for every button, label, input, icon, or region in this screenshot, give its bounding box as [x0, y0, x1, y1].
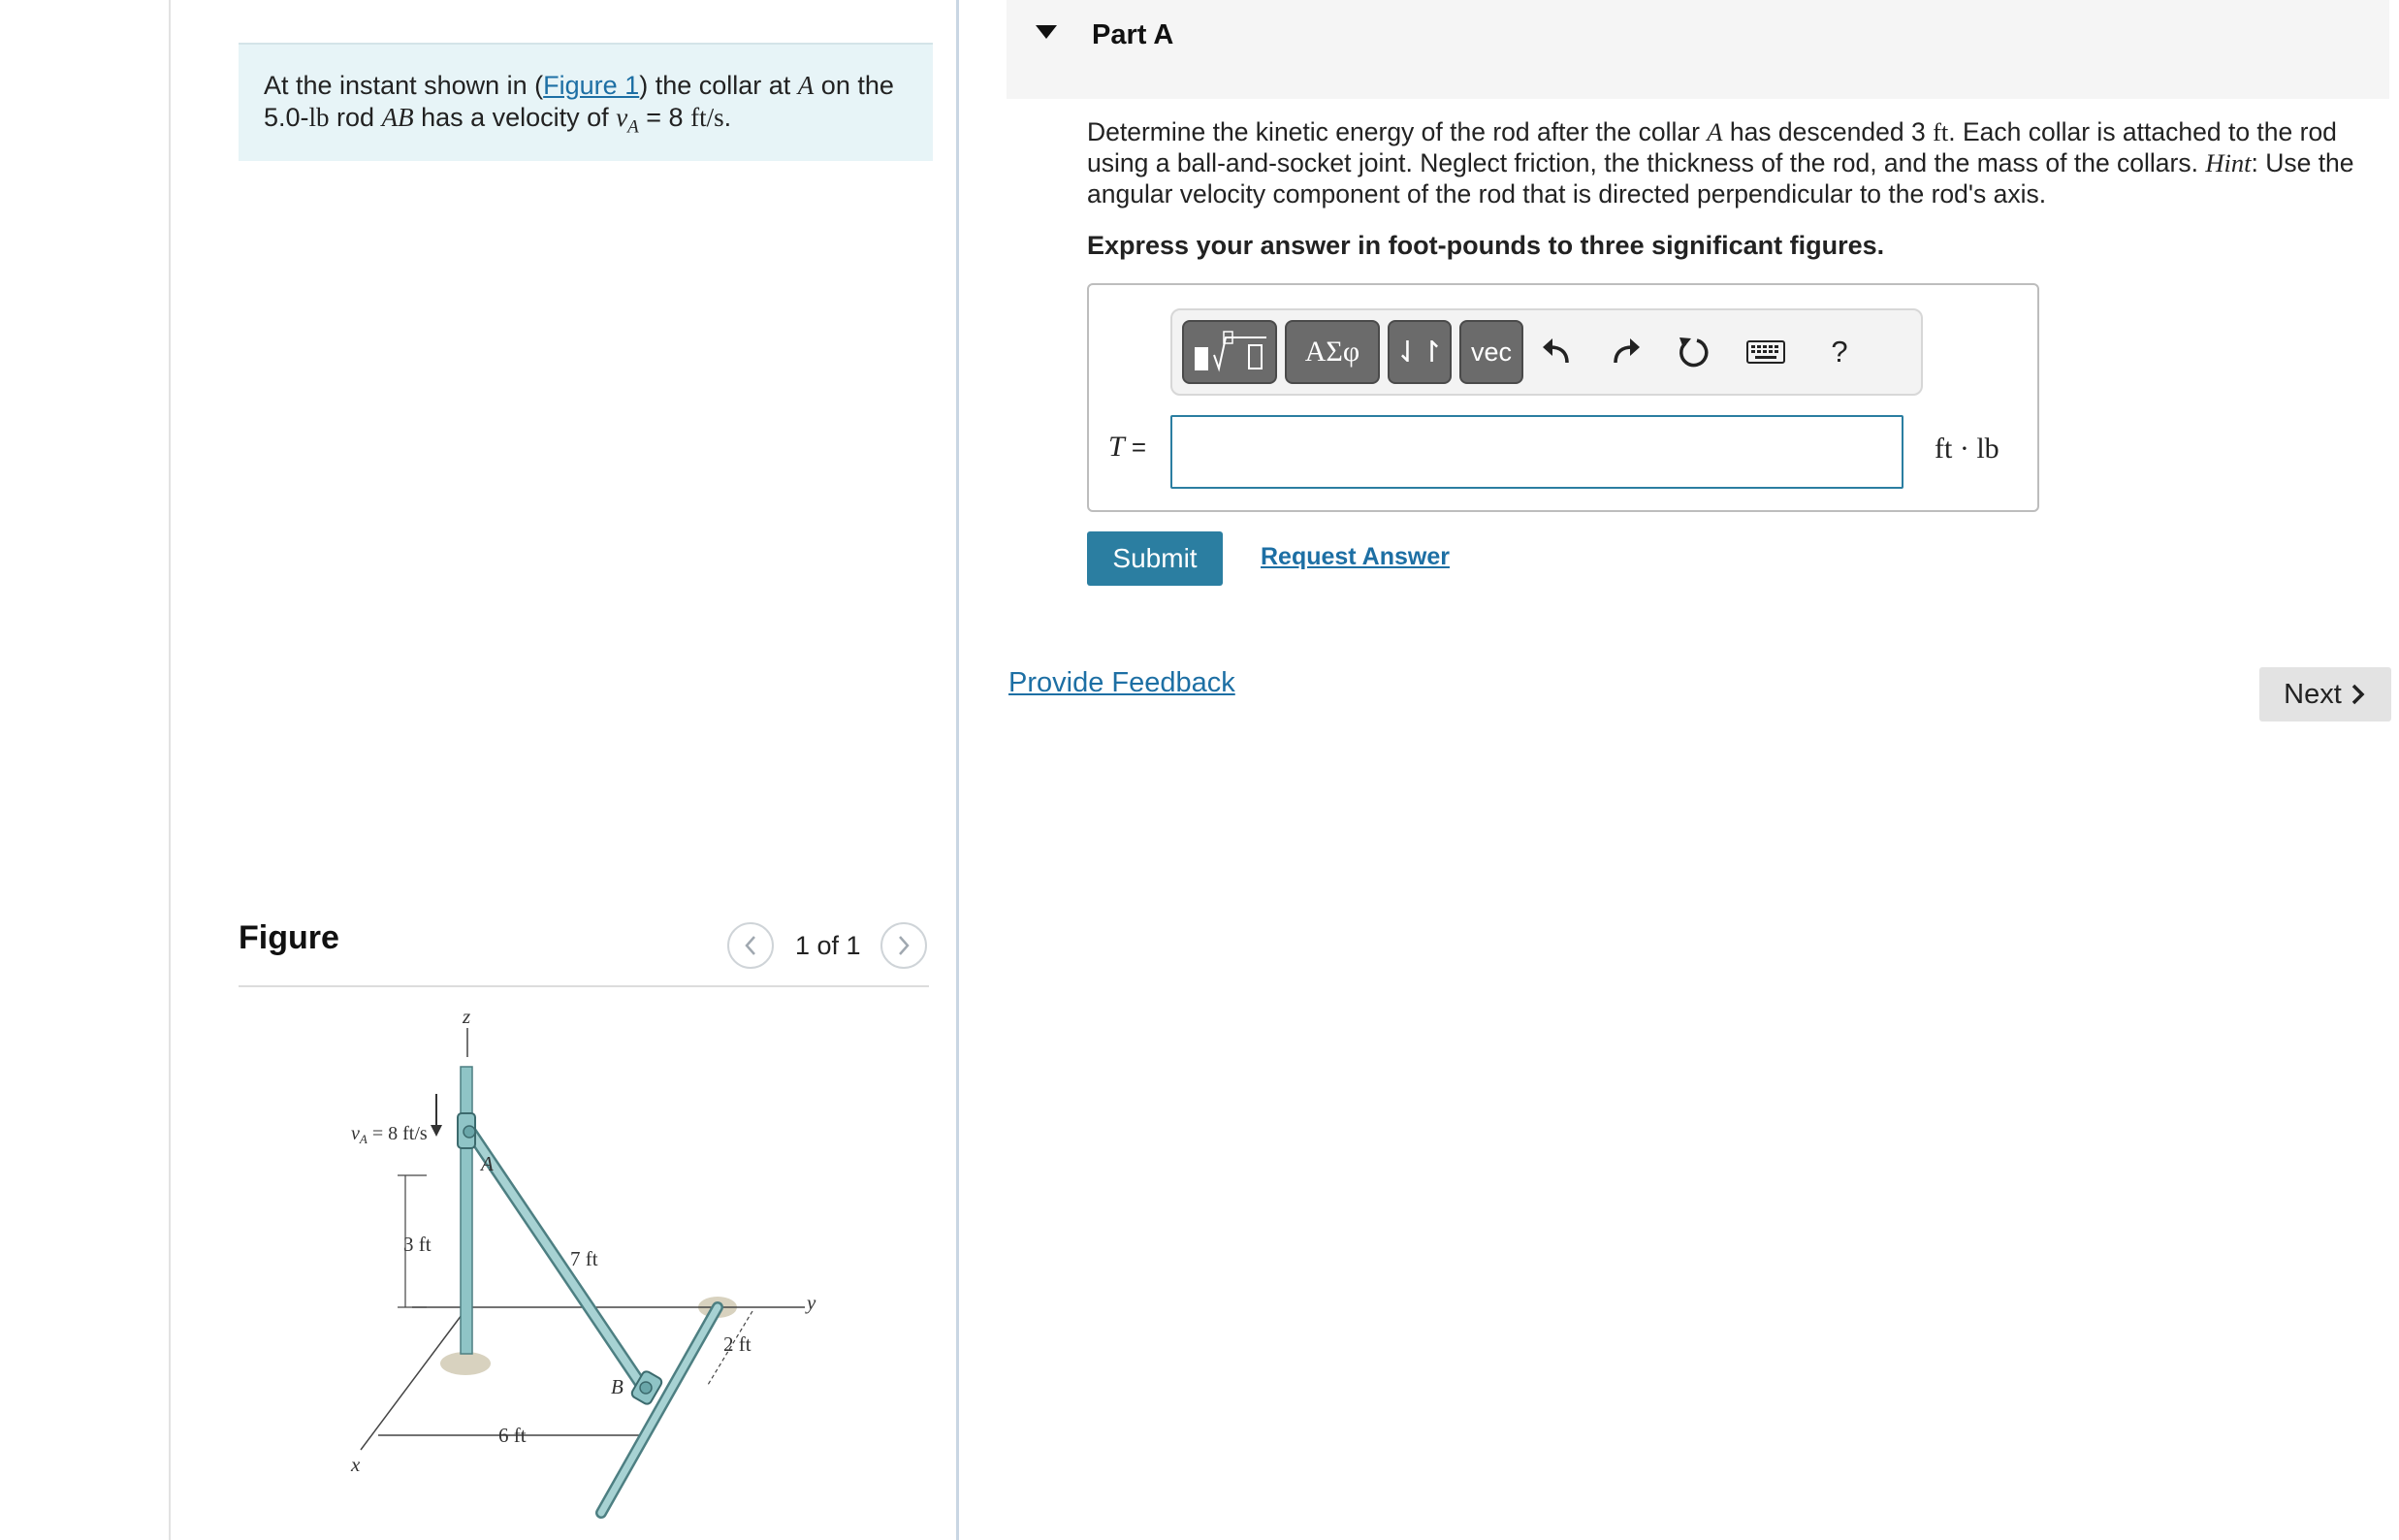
rod-collar-figure	[291, 999, 873, 1532]
figure-label-b: B	[611, 1375, 624, 1398]
figure-label-7ft: 7 ft	[570, 1247, 598, 1270]
fraction-root-icon	[1189, 328, 1270, 376]
intro-text: has a velocity of	[413, 103, 617, 132]
figure-label-3ft: 3 ft	[403, 1233, 432, 1256]
chevron-right-icon	[895, 934, 912, 957]
x-axis	[361, 1307, 467, 1450]
column-divider[interactable]	[956, 0, 959, 1540]
question-text	[1087, 116, 2377, 209]
figure-label-va: $v_A = 8$ ft/s	[351, 1123, 428, 1146]
figure-label-2ft: 2 ft	[723, 1332, 752, 1356]
undo-button[interactable]	[1533, 328, 1580, 376]
vertical-rod-base-shadow	[440, 1352, 491, 1375]
undo-icon	[1540, 336, 1573, 369]
templates-button[interactable]	[1182, 320, 1277, 384]
question-unit: ft	[1933, 117, 1949, 146]
problem-intro	[239, 43, 933, 161]
answer-equals: =	[1124, 433, 1147, 462]
previous-figure-button[interactable]	[727, 922, 774, 969]
figure-link[interactable]: Figure 1	[543, 71, 640, 100]
intro-text: ) the collar at	[639, 71, 798, 100]
figure-page-count: 1 of 1	[795, 930, 861, 960]
figure-divider	[239, 985, 929, 987]
intro-sub: A	[627, 116, 639, 138]
vertical-rod	[461, 1067, 472, 1354]
chevron-left-icon	[742, 934, 759, 957]
redo-button[interactable]	[1603, 328, 1649, 376]
figure-pager	[727, 921, 927, 970]
part-a-header[interactable]	[1007, 0, 2389, 99]
figure-label-y: y	[807, 1291, 816, 1314]
question-segment: Determine the kinetic energy of the rod after the collar	[1087, 117, 1708, 146]
intro-text: = 8	[638, 103, 691, 132]
answer-instruction: Express your answer in foot-pounds to three significant figures.	[1087, 231, 1885, 260]
intro-text: on the	[814, 71, 894, 100]
figure-title: Figure	[239, 919, 339, 956]
keyboard-button[interactable]	[1743, 328, 1789, 376]
velocity-arrow-head	[431, 1125, 442, 1137]
next-figure-button[interactable]	[880, 922, 927, 969]
guide-rod	[601, 1307, 718, 1513]
intro-text: .	[723, 103, 732, 132]
intro-text: rod	[329, 103, 382, 132]
reset-icon	[1676, 334, 1712, 370]
joint-a	[464, 1126, 475, 1138]
question-var: A	[1707, 117, 1723, 146]
question-segment: has descended 3	[1722, 117, 1934, 146]
greek-symbols-button[interactable]: ΑΣφ	[1285, 320, 1380, 384]
intro-unit: lb	[308, 103, 330, 132]
answer-input[interactable]	[1170, 415, 1903, 489]
answer-unit: ft · lb	[1935, 433, 1999, 465]
left-gutter	[169, 0, 171, 1540]
intro-unit: ft/s	[690, 103, 724, 132]
question-segment: . Each collar is attached to the rod using a ball-and-socket joint. Neglect friction, the thickness of the rod, and the mass of the collars.	[1087, 117, 2337, 177]
intro-var: v	[616, 103, 628, 132]
next-button[interactable]	[2259, 667, 2391, 722]
figure-label-x: x	[351, 1453, 361, 1476]
part-title: Part A	[1092, 19, 1174, 50]
intro-var: AB	[381, 103, 414, 132]
subscript-superscript-button[interactable]: ⇃↾	[1388, 320, 1452, 384]
redo-icon	[1610, 336, 1643, 369]
help-button[interactable]: ?	[1831, 335, 1848, 369]
reset-button[interactable]	[1671, 328, 1717, 376]
keyboard-icon	[1746, 339, 1785, 365]
answer-variable: T	[1108, 431, 1125, 463]
vector-button[interactable]: vec	[1459, 320, 1523, 384]
answer-box	[1087, 283, 2039, 512]
intro-text: 5.0-	[264, 103, 309, 132]
intro-var: A	[797, 71, 815, 100]
collapse-caret-icon[interactable]	[1036, 25, 1057, 39]
rod-ab	[469, 1130, 644, 1389]
question-segment: : Use the angular velocity component of the rod that is directed perpendicular to the rod's axis.	[1087, 148, 2354, 209]
figure-label-6ft: 6 ft	[498, 1424, 527, 1447]
question-hint: Hint	[2205, 148, 2252, 177]
figure-label-z: z	[463, 1005, 471, 1028]
submit-button[interactable]: Submit	[1087, 531, 1223, 586]
next-label: Next	[2284, 678, 2342, 710]
figure-label-a: A	[481, 1152, 494, 1175]
provide-feedback-link[interactable]: Provide Feedback	[1008, 667, 1235, 698]
intro-text: At the instant shown in (	[264, 71, 544, 100]
request-answer-link[interactable]: Request Answer	[1261, 543, 1450, 570]
joint-b	[640, 1382, 652, 1394]
chevron-right-icon	[2350, 683, 2367, 706]
math-toolbar	[1170, 308, 1923, 396]
answer-variable-label	[1108, 431, 1146, 464]
